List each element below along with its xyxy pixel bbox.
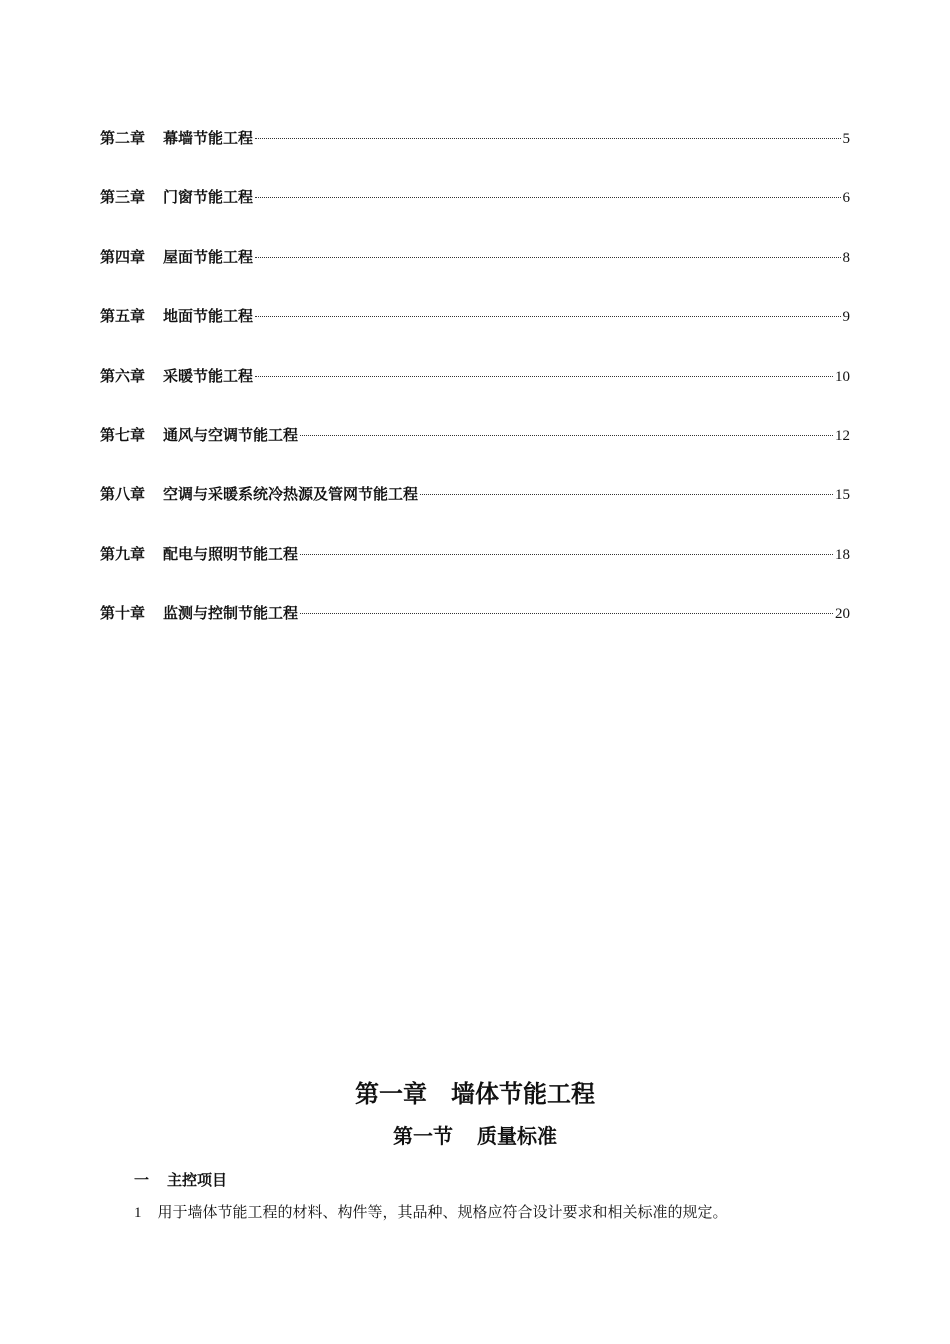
toc-dot-leader bbox=[300, 435, 833, 436]
toc-page-number: 8 bbox=[842, 249, 850, 266]
toc-chapter-label: 第八章 bbox=[100, 485, 146, 504]
toc-entry[interactable] bbox=[100, 304, 850, 363]
toc-chapter-label: 第九章 bbox=[100, 544, 146, 563]
toc-chapter-label: 第十章 bbox=[100, 604, 146, 623]
section-heading bbox=[0, 1120, 950, 1152]
section-label: 第一节 bbox=[393, 1124, 453, 1148]
toc-dot-leader bbox=[255, 316, 840, 317]
toc-page-number: 15 bbox=[835, 487, 850, 504]
toc-dot-leader bbox=[300, 554, 833, 555]
toc-page-number: 12 bbox=[835, 427, 850, 444]
toc-chapter-title: 采暖节能工程 bbox=[163, 366, 254, 385]
toc-dot-leader bbox=[300, 613, 833, 614]
toc-chapter-label: 第五章 bbox=[100, 307, 146, 326]
section-title: 质量标准 bbox=[477, 1124, 557, 1148]
toc-entry[interactable] bbox=[100, 126, 850, 185]
table-of-contents bbox=[100, 126, 850, 661]
toc-chapter-label: 第三章 bbox=[100, 188, 146, 207]
clause-text: 用于墙体节能工程的材料、构件等，其品种、规格应符合设计要求和相关标准的规定。 bbox=[157, 1203, 728, 1221]
clause-paragraph bbox=[134, 1200, 728, 1225]
toc-entry[interactable] bbox=[100, 364, 850, 423]
toc-entry[interactable] bbox=[100, 245, 850, 304]
toc-entry[interactable] bbox=[100, 542, 850, 601]
toc-page-number: 10 bbox=[835, 368, 850, 385]
toc-dot-leader bbox=[255, 138, 840, 139]
toc-chapter-title: 配电与照明节能工程 bbox=[163, 544, 299, 563]
toc-dot-leader bbox=[255, 197, 840, 198]
clause-number: 1 bbox=[134, 1205, 142, 1221]
toc-entry[interactable] bbox=[100, 185, 850, 244]
toc-dot-leader bbox=[255, 257, 840, 258]
toc-entry[interactable] bbox=[100, 601, 850, 660]
toc-entry[interactable] bbox=[100, 423, 850, 482]
chapter-title: 墙体节能工程 bbox=[451, 1079, 595, 1108]
toc-chapter-title: 幕墙节能工程 bbox=[163, 129, 254, 147]
toc-entry[interactable] bbox=[100, 482, 850, 541]
toc-chapter-label: 第二章 bbox=[100, 129, 146, 147]
toc-page-number: 6 bbox=[842, 190, 850, 207]
subsection-label: 一 bbox=[134, 1171, 150, 1189]
toc-dot-leader bbox=[255, 376, 833, 377]
chapter-heading bbox=[0, 1076, 950, 1112]
toc-chapter-title: 地面节能工程 bbox=[163, 307, 254, 326]
toc-chapter-title: 屋面节能工程 bbox=[163, 247, 254, 266]
toc-chapter-label: 第七章 bbox=[100, 425, 146, 444]
toc-chapter-title: 门窗节能工程 bbox=[163, 188, 254, 207]
toc-page-number: 5 bbox=[842, 131, 850, 147]
toc-page-number: 20 bbox=[835, 606, 850, 623]
subsection-heading bbox=[134, 1168, 227, 1192]
toc-dot-leader bbox=[420, 494, 833, 495]
toc-chapter-title: 空调与采暖系统冷热源及管网节能工程 bbox=[163, 485, 419, 504]
subsection-title: 主控项目 bbox=[167, 1171, 228, 1189]
toc-chapter-title: 通风与空调节能工程 bbox=[163, 425, 299, 444]
toc-page-number: 18 bbox=[835, 546, 850, 563]
toc-page-number: 9 bbox=[842, 309, 850, 326]
toc-chapter-label: 第四章 bbox=[100, 247, 146, 266]
toc-chapter-label: 第六章 bbox=[100, 366, 146, 385]
chapter-label: 第一章 bbox=[355, 1079, 427, 1108]
toc-chapter-title: 监测与控制节能工程 bbox=[163, 604, 299, 623]
